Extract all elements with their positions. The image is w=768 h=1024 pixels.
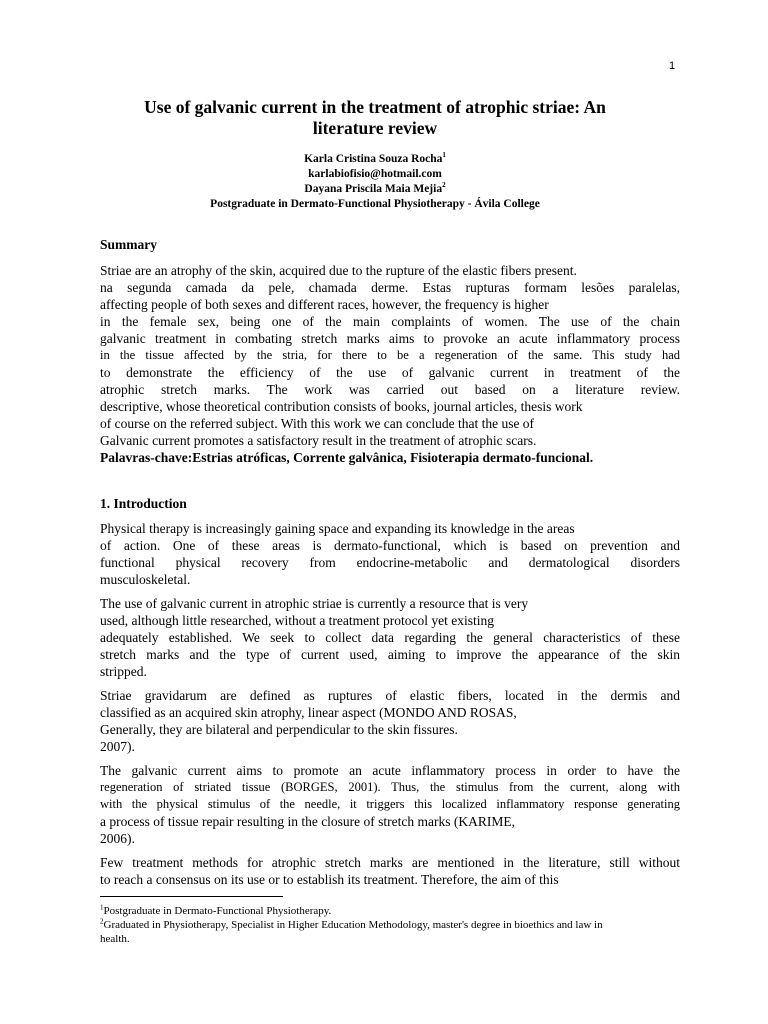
- paragraph-line: 2006).: [100, 831, 135, 846]
- author-2-name: Dayana Priscila Maia Mejia: [304, 183, 443, 195]
- document-title: [100, 97, 650, 139]
- footnote-2-marker: 2: [100, 917, 104, 926]
- title-line-2: literature review: [312, 118, 438, 138]
- author-email: karlabiofisio@hotmail.com: [308, 168, 442, 180]
- paragraph-line: regeneration of striated tissue (BORGES, 2001). Thus, the stimulus from the current, along with: [100, 780, 680, 794]
- summary-line: atrophic stretch marks. The work was carried out based on a literature review.: [100, 382, 680, 397]
- footnotes: [100, 904, 680, 946]
- summary-line: Galvanic current promotes a satisfactory result in the treatment of atrophic scars.: [100, 433, 537, 448]
- footnote-2: [100, 918, 680, 932]
- footnote-2-text: Graduated in Physiotherapy, Specialist in Higher Education Methodology, master's degree in bioethics and law in: [103, 919, 603, 931]
- paragraph-line: with the physical stimulus of the needle, it triggers this localized inflammatory response generating: [100, 797, 680, 811]
- introduction-heading: 1. Introduction: [100, 496, 187, 511]
- summary-line: of course on the referred subject. With this work we can conclude that the use of: [100, 416, 535, 431]
- footnote-separator: [100, 896, 283, 897]
- footnote-1-marker: 1: [100, 903, 104, 912]
- paragraph-line: Physical therapy is increasingly gaining space and expanding its knowledge in the areas: [100, 521, 575, 536]
- intro-paragraph-1: [100, 520, 680, 588]
- paragraph-line: The galvanic current aims to promote an acute inflammatory process in order to have the: [100, 763, 680, 778]
- summary-line: affecting people of both sexes and different races, however, the frequency is higher: [100, 297, 549, 312]
- paragraph-line: musculoskeletal.: [100, 572, 191, 587]
- introduction-body: [100, 520, 680, 895]
- paragraph-line: The use of galvanic current in atrophic striae is currently a resource that is very: [100, 596, 529, 611]
- paragraph-line: Few treatment methods for atrophic stretch marks are mentioned in the literature, still without: [100, 855, 680, 870]
- author-block: [100, 152, 650, 212]
- paragraph-line: Striae gravidarum are defined as ruptures of elastic fibers, located in the dermis and: [100, 688, 680, 703]
- intro-paragraph-4: [100, 762, 680, 847]
- intro-paragraph-3: [100, 687, 680, 755]
- intro-paragraph-2: [100, 595, 680, 680]
- paragraph-line: a process of tissue repair resulting in the closure of stretch marks (KARIME,: [100, 814, 516, 829]
- paragraph-line: 2007).: [100, 739, 135, 754]
- paragraph-line: stretch marks and the type of current used, aiming to improve the appearance of the skin: [100, 647, 680, 662]
- summary-line: descriptive, whose theoretical contribution consists of books, journal articles, thesis work: [100, 399, 583, 414]
- summary-body: [100, 262, 680, 466]
- paragraph-line: used, although little researched, without a treatment protocol yet existing: [100, 613, 495, 628]
- title-line-1: Use of galvanic current in the treatment of atrophic striae: An: [144, 97, 606, 117]
- paragraph-line: stripped.: [100, 664, 147, 679]
- paragraph-line: Generally, they are bilateral and perpendicular to the skin fissures.: [100, 722, 458, 737]
- affiliation: Postgraduate in Dermato-Functional Physiotherapy - Ávila College: [210, 198, 540, 210]
- author-1-name: Karla Cristina Souza Rocha: [304, 153, 443, 165]
- summary-line: na segunda camada da pele, chamada derme. Estas rupturas formam lesões paralelas,: [100, 280, 680, 295]
- paragraph-line: classified as an acquired skin atrophy, linear aspect (MONDO AND ROSAS,: [100, 705, 517, 720]
- author-2: [100, 182, 650, 197]
- summary-line: galvanic treatment in combating stretch marks aims to provoke an acute inflammatory process: [100, 331, 680, 346]
- summary-line: in the female sex, being one of the main complaints of women. The use of the chain: [100, 314, 680, 329]
- summary-line: to demonstrate the efficiency of the use of galvanic current in treatment of the: [100, 365, 680, 380]
- footnote-1-text: Postgraduate in Dermato-Functional Physiotherapy.: [103, 905, 332, 917]
- page-number: 1: [669, 60, 676, 72]
- paragraph-line: functional physical recovery from endocrine-metabolic and dermatological disorders: [100, 555, 680, 570]
- author-2-footnote-ref: 2: [442, 181, 446, 190]
- author-1: [100, 152, 650, 167]
- footnote-2-continuation: health.: [100, 933, 130, 945]
- intro-paragraph-5: [100, 854, 680, 888]
- footnote-1: [100, 904, 680, 918]
- summary-heading: Summary: [100, 237, 157, 252]
- author-1-footnote-ref: 1: [442, 151, 446, 160]
- keywords: Palavras-chave:Estrias atróficas, Corrente galvânica, Fisioterapia dermato-funcional.: [100, 450, 594, 465]
- summary-line: Striae are an atrophy of the skin, acquired due to the rupture of the elastic fibers present.: [100, 263, 577, 278]
- paragraph-line: to reach a consensus on its use or to establish its treatment. Therefore, the aim of this: [100, 872, 559, 887]
- paragraph-line: adequately established. We seek to collect data regarding the general characteristics of these: [100, 630, 680, 645]
- summary-line: in the tissue affected by the stria, for there to be a regeneration of the same. This study had: [100, 348, 680, 362]
- paragraph-line: of action. One of these areas is dermato-functional, which is based on prevention and: [100, 538, 680, 553]
